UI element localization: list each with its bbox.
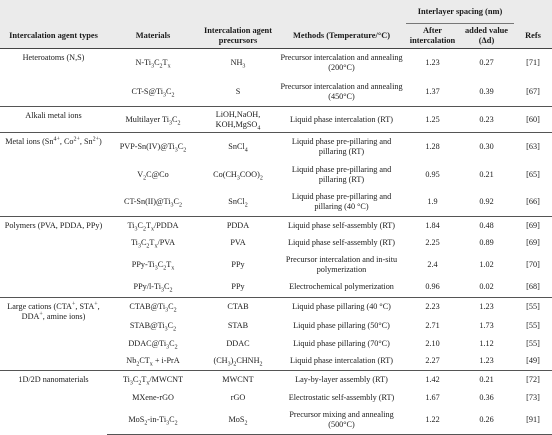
precursor-cell: MoS$_2$	[199, 407, 277, 435]
added-value-cell: 0.23	[459, 107, 514, 133]
after-intercalation-cell: 2.23	[406, 298, 459, 317]
agent-type-cell: Alkali metal ions	[0, 107, 107, 133]
material-cell: $STAB@Ti_3C_2$	[129, 320, 177, 333]
added-value-cell: 0.21	[479, 169, 494, 179]
added-value-cell: 1.73	[479, 320, 494, 330]
header-materials: Materials	[107, 24, 199, 49]
after-intercalation-cell: 1.22	[406, 407, 459, 435]
table-row	[0, 298, 552, 317]
ref-cell: [65]	[526, 169, 540, 179]
material-cell: $CT-S@Ti_3C_2$	[131, 86, 175, 99]
table-row	[0, 133, 552, 161]
header-added-value: added value (Δd)	[459, 24, 514, 49]
precursor-cell: MWCNT	[199, 371, 277, 389]
added-value-cell: 0.21	[459, 371, 514, 389]
table-body	[0, 49, 552, 435]
precursor-cell: S	[235, 86, 241, 96]
ref-cell: [73]	[526, 392, 540, 402]
ref-cell: [70]	[526, 259, 540, 269]
added-value-cell: 1.12	[479, 338, 494, 348]
table-row	[0, 49, 552, 78]
added-value-cell: 0.36	[479, 392, 494, 402]
method-cell: Liquid phase intercalation (RT)	[290, 356, 393, 366]
after-intercalation-cell: 0.96	[425, 282, 440, 292]
added-value-cell: 0.92	[479, 197, 494, 207]
added-value-cell: 0.27	[479, 58, 494, 68]
header-after-intercalation: After intercalation	[406, 24, 459, 49]
agent-type-cell: Large cations (CTA+, STA+, DDA+, amine ions)	[0, 298, 107, 371]
added-value-cell: 1.23	[459, 298, 514, 317]
precursor-cell: STAB	[227, 320, 249, 330]
header-methods: Methods (Temperature/°C)	[277, 24, 406, 49]
material-cell: $V_2C@Co$	[137, 169, 169, 182]
agent-type-cell: Polymers (PVA, PDDA, PPy)	[0, 217, 107, 298]
precursor-cell: LiOH,NaOH, KOH,MgSO$_4$	[199, 107, 277, 133]
agent-type-cell: 1D/2D nanomaterials	[0, 371, 107, 435]
method-cell: Precursor intercalation and in-situ polymerization	[285, 254, 398, 274]
after-intercalation-cell: 2.27	[425, 356, 440, 366]
added-value-cell: 0.02	[479, 282, 494, 292]
header-refs: Refs	[514, 24, 552, 49]
after-intercalation-cell: 1.28	[406, 133, 459, 161]
precursor-cell: DDAC	[226, 338, 250, 348]
material-cell: $CTAB@Ti_3C_2$	[107, 298, 199, 317]
added-value-cell: 0.26	[459, 407, 514, 435]
after-intercalation-cell: 1.23	[425, 58, 440, 68]
agent-type-cell: Metal ions ($Sn^{4+}$, $Co^{2+}$, $Sn^{2+}$)	[0, 133, 107, 217]
precursor-cell: PPy	[231, 282, 245, 292]
ref-cell: [69]	[526, 238, 540, 247]
after-intercalation-cell: 1.25	[406, 107, 459, 133]
ref-cell: [71]	[526, 58, 540, 68]
added-value-cell: 0.89	[479, 238, 494, 247]
material-cell: PPy-$Ti_3C_2T_x$	[131, 259, 175, 272]
method-cell: Electrochemical polymerization	[289, 282, 394, 292]
agent-type-cell: Heteroatoms (N,S)	[22, 53, 85, 62]
after-intercalation-cell: 2.4	[427, 259, 438, 269]
header-spacer-right	[514, 0, 552, 24]
header-precursors: Intercalation agent precursors	[199, 24, 277, 49]
after-intercalation-cell: 1.67	[425, 392, 440, 402]
after-intercalation-cell: 1.42	[406, 371, 459, 389]
precursor-cell: SnCl$_2$	[228, 197, 248, 209]
material-cell: MXene-rGO	[132, 392, 174, 402]
ref-cell: [69]	[514, 217, 552, 235]
material-cell: $Ti_3C_2T_x$/PDDA	[107, 217, 199, 235]
method-cell: Liquid phase self-assembly (RT)	[277, 217, 406, 235]
ref-cell: [63]	[514, 133, 552, 161]
method-cell: Precursor intercalation and annealing (200°C)	[280, 53, 403, 73]
method-cell: Liquid phase self-assembly (RT)	[287, 238, 396, 247]
material-cell: $Ti_3C_2T_x$/MWCNT	[107, 371, 199, 389]
material-cell: $CT-Sn(II)@Ti_3C_2$	[124, 197, 182, 209]
material-cell: $N-Ti_3C_2T_x$	[135, 58, 171, 70]
after-intercalation-cell: 1.37	[425, 86, 440, 96]
precursor-cell: CTAB	[199, 298, 277, 317]
precursor-cell: PDDA	[199, 217, 277, 235]
precursor-cell: PPy	[231, 259, 245, 269]
added-value-cell: 1.02	[479, 259, 494, 269]
method-cell: Liquid phase pillaring (70°C)	[293, 338, 390, 348]
material-cell: PVP-$Sn(IV)@Ti_3C_2$	[107, 133, 199, 161]
precursor-cell: PVA	[230, 238, 246, 247]
added-value-cell: 1.23	[479, 356, 494, 366]
precursor-cell: $Co(CH_3COO)_2$	[213, 169, 263, 182]
method-cell: Precursor intercalation and annealing (450°C)	[280, 81, 403, 101]
material-cell: PPy/$l-Ti_3C_2$	[133, 282, 173, 294]
precursor-cell: rGO	[230, 392, 246, 402]
method-cell: Liquid phase pillaring (40 °C)	[277, 298, 406, 317]
material-cell: $Nb_2CT_x + i-PrA$	[126, 356, 180, 368]
precursor-cell: $NH_3$	[230, 58, 246, 70]
after-intercalation-cell: 2.71	[425, 320, 440, 330]
precursor-cell: $(CH_3)_2CHNH_2$	[213, 356, 263, 368]
table-row	[0, 217, 552, 235]
header-spacer	[0, 0, 406, 24]
ref-cell: [55]	[514, 298, 552, 317]
ref-cell: [91]	[514, 407, 552, 435]
method-cell: Electrostatic self-assembly (RT)	[288, 392, 395, 402]
after-intercalation-cell: 1.9	[427, 197, 438, 207]
after-intercalation-cell: 1.84	[406, 217, 459, 235]
material-cell: $MoS_2-in-Ti_3C_2$	[107, 407, 199, 435]
material-cell: $DDAC@Ti_3C_2$	[128, 338, 178, 351]
method-cell: Liquid phase pre-pillaring and pillaring (RT)	[291, 164, 392, 184]
method-cell: Liquid phase pre-pillaring and pillaring (40 °C)	[291, 192, 392, 212]
added-value-cell: 0.39	[479, 86, 494, 96]
ref-cell: [49]	[526, 356, 540, 366]
added-value-cell: 0.30	[459, 133, 514, 161]
added-value-cell: 0.48	[459, 217, 514, 235]
ref-cell: [72]	[514, 371, 552, 389]
method-cell: Liquid phase pillaring (50°C)	[293, 320, 390, 330]
after-intercalation-cell: 2.10	[425, 338, 440, 348]
ref-cell: [66]	[526, 197, 540, 207]
table-row	[0, 107, 552, 133]
after-intercalation-cell: 2.25	[425, 238, 440, 247]
ref-cell: [60]	[514, 107, 552, 133]
header-interlayer-spacing: Interlayer spacing (nm)	[406, 0, 514, 24]
precursor-cell: SnCl$_4$	[199, 133, 277, 161]
material-cell: Multilayer $Ti_3C_2$	[107, 107, 199, 133]
method-cell: Liquid phase intercalation (RT)	[277, 107, 406, 133]
table-row	[0, 371, 552, 389]
header-agent-types: Intercalation agent types	[0, 24, 107, 49]
ref-cell: [68]	[526, 282, 540, 292]
after-intercalation-cell: 0.95	[425, 169, 440, 179]
ref-cell: [55]	[526, 338, 540, 348]
ref-cell: [55]	[526, 320, 540, 330]
ref-cell: [67]	[526, 86, 540, 96]
method-cell: Liquid phase pre-pillaring and pillaring (RT)	[277, 133, 406, 161]
method-cell: Precursor mixing and annealing (500°C)	[277, 407, 406, 435]
material-cell: $Ti_3C_2T_x$/PVA	[130, 238, 176, 250]
method-cell: Lay-by-layer assembly (RT)	[277, 371, 406, 389]
